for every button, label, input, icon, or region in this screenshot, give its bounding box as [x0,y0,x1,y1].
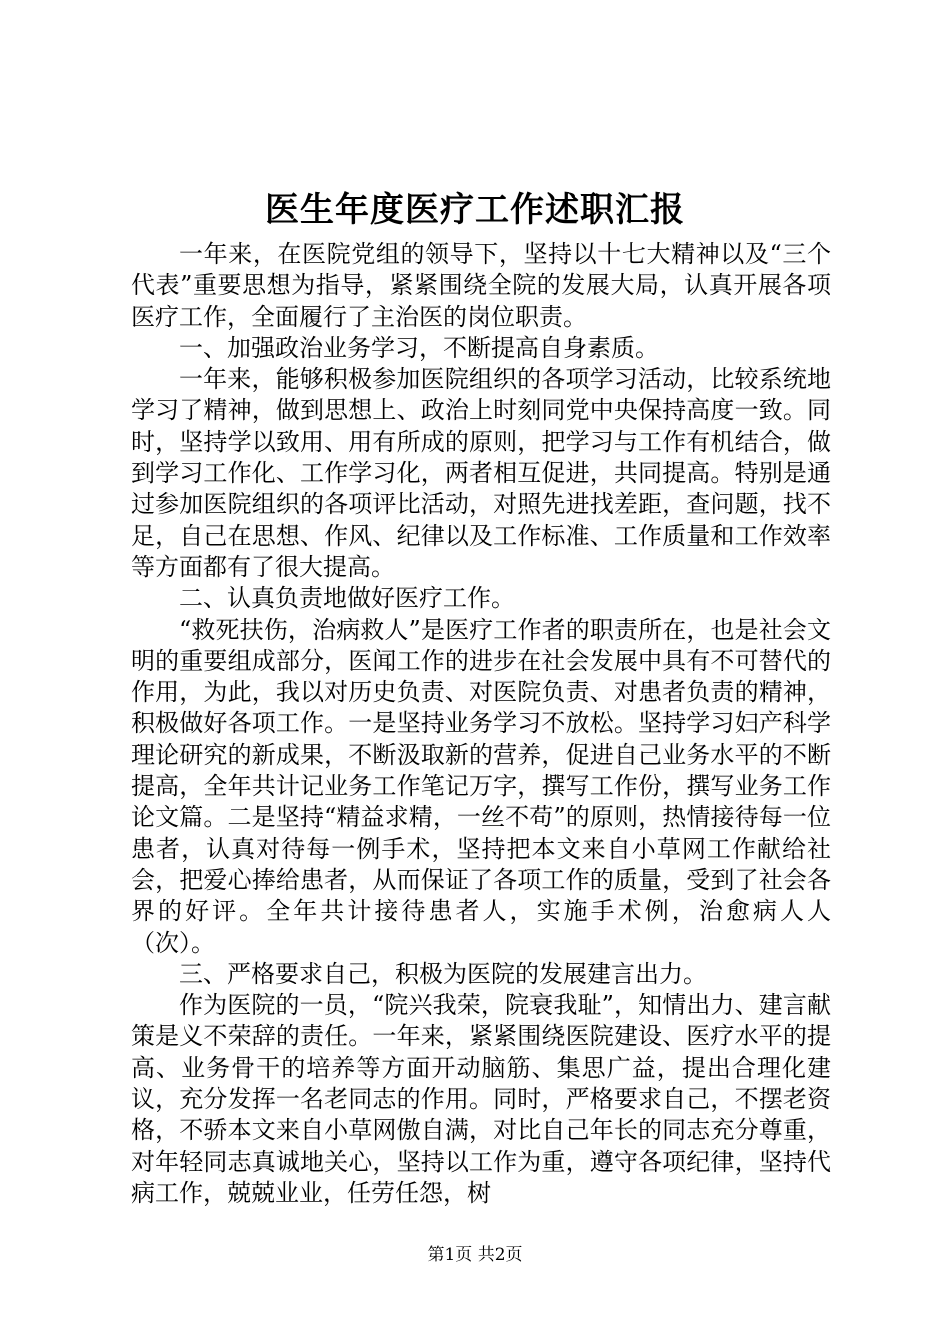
document-body [131,239,831,1209]
paragraph-section-1: 一年来，能够积极参加医院组织的各项学习活动，比较系统地学习了精神，做到思想上、政治上时刻同党中央保持高度一致。同时，坚持学以致用、用有所成的原则，把学习与工作有机结合，做到学习工作化、工作学习化，两者相互促进，共同提高。特别是通过参加医院组织的各项评比活动，对照先进找差距，查问题，找不足，自己在思想、作风、纪律以及工作标准、工作质量和工作效率等方面都有了很大提高。 [131,365,831,581]
section-heading-3: 三、严格要求自己，积极为医院的发展建言出力。 [179,959,707,988]
document-title: 医生年度医疗工作述职汇报 [265,190,685,230]
paragraph-section-2: “救死扶伤，治病救人”是医疗工作者的职责所在，也是社会文明的重要组成部分，医闻工作的进步在社会发展中具有不可替代的作用，为此，我以对历史负责、对医院负责、对患者负责的精神，积极做好各项工作。一是坚持业务学习不放松。坚持学习妇产科学理论研究的新成果，不断汲取新的营养，促进自己业务水平的不断提高，全年共计记业务工作笔记万字，撰写工作份，撰写业务工作论文篇。二是坚持“精益求精，一丝不苟”的原则，热情接待每一位患者，认真对待每一例手术，坚持把本文来自小草网工作献给社会，把爱心捧给患者，从而保证了各项工作的质量，受到了社会各界的好评。全年共计接待患者人，实施手术例，治愈病人人（次）。 [131,615,831,957]
paragraph-intro: 一年来，在医院党组的领导下，坚持以十七大精神以及“三个代表”重要思想为指导，紧紧围绕全院的发展大局，认真开展各项医疗工作，全面履行了主治医的岗位职责。 [131,240,831,331]
page-number-footer: 第1页 共2页 [427,1245,523,1265]
paragraph-section-3: 作为医院的一员，“院兴我荣，院衰我耻”，知情出力、建言献策是义不荣辞的责任。一年来，紧紧围绕医院建设、医疗水平的提高、业务骨干的培养等方面开动脑筋、集思广益，提出合理化建议，充分发挥一名老同志的作用。同时，严格要求自己，不摆老资格，不骄本文来自小草网傲自满，对比自己年长的同志充分尊重，对年轻同志真诚地关心，坚持以工作为重，遵守各项纪律，坚持代病工作，兢兢业业，任劳任怨，树 [131,991,831,1207]
section-heading-2: 二、认真负责地做好医疗工作。 [179,584,515,613]
section-heading-1: 一、加强政治业务学习，不断提高自身素质。 [179,333,659,362]
